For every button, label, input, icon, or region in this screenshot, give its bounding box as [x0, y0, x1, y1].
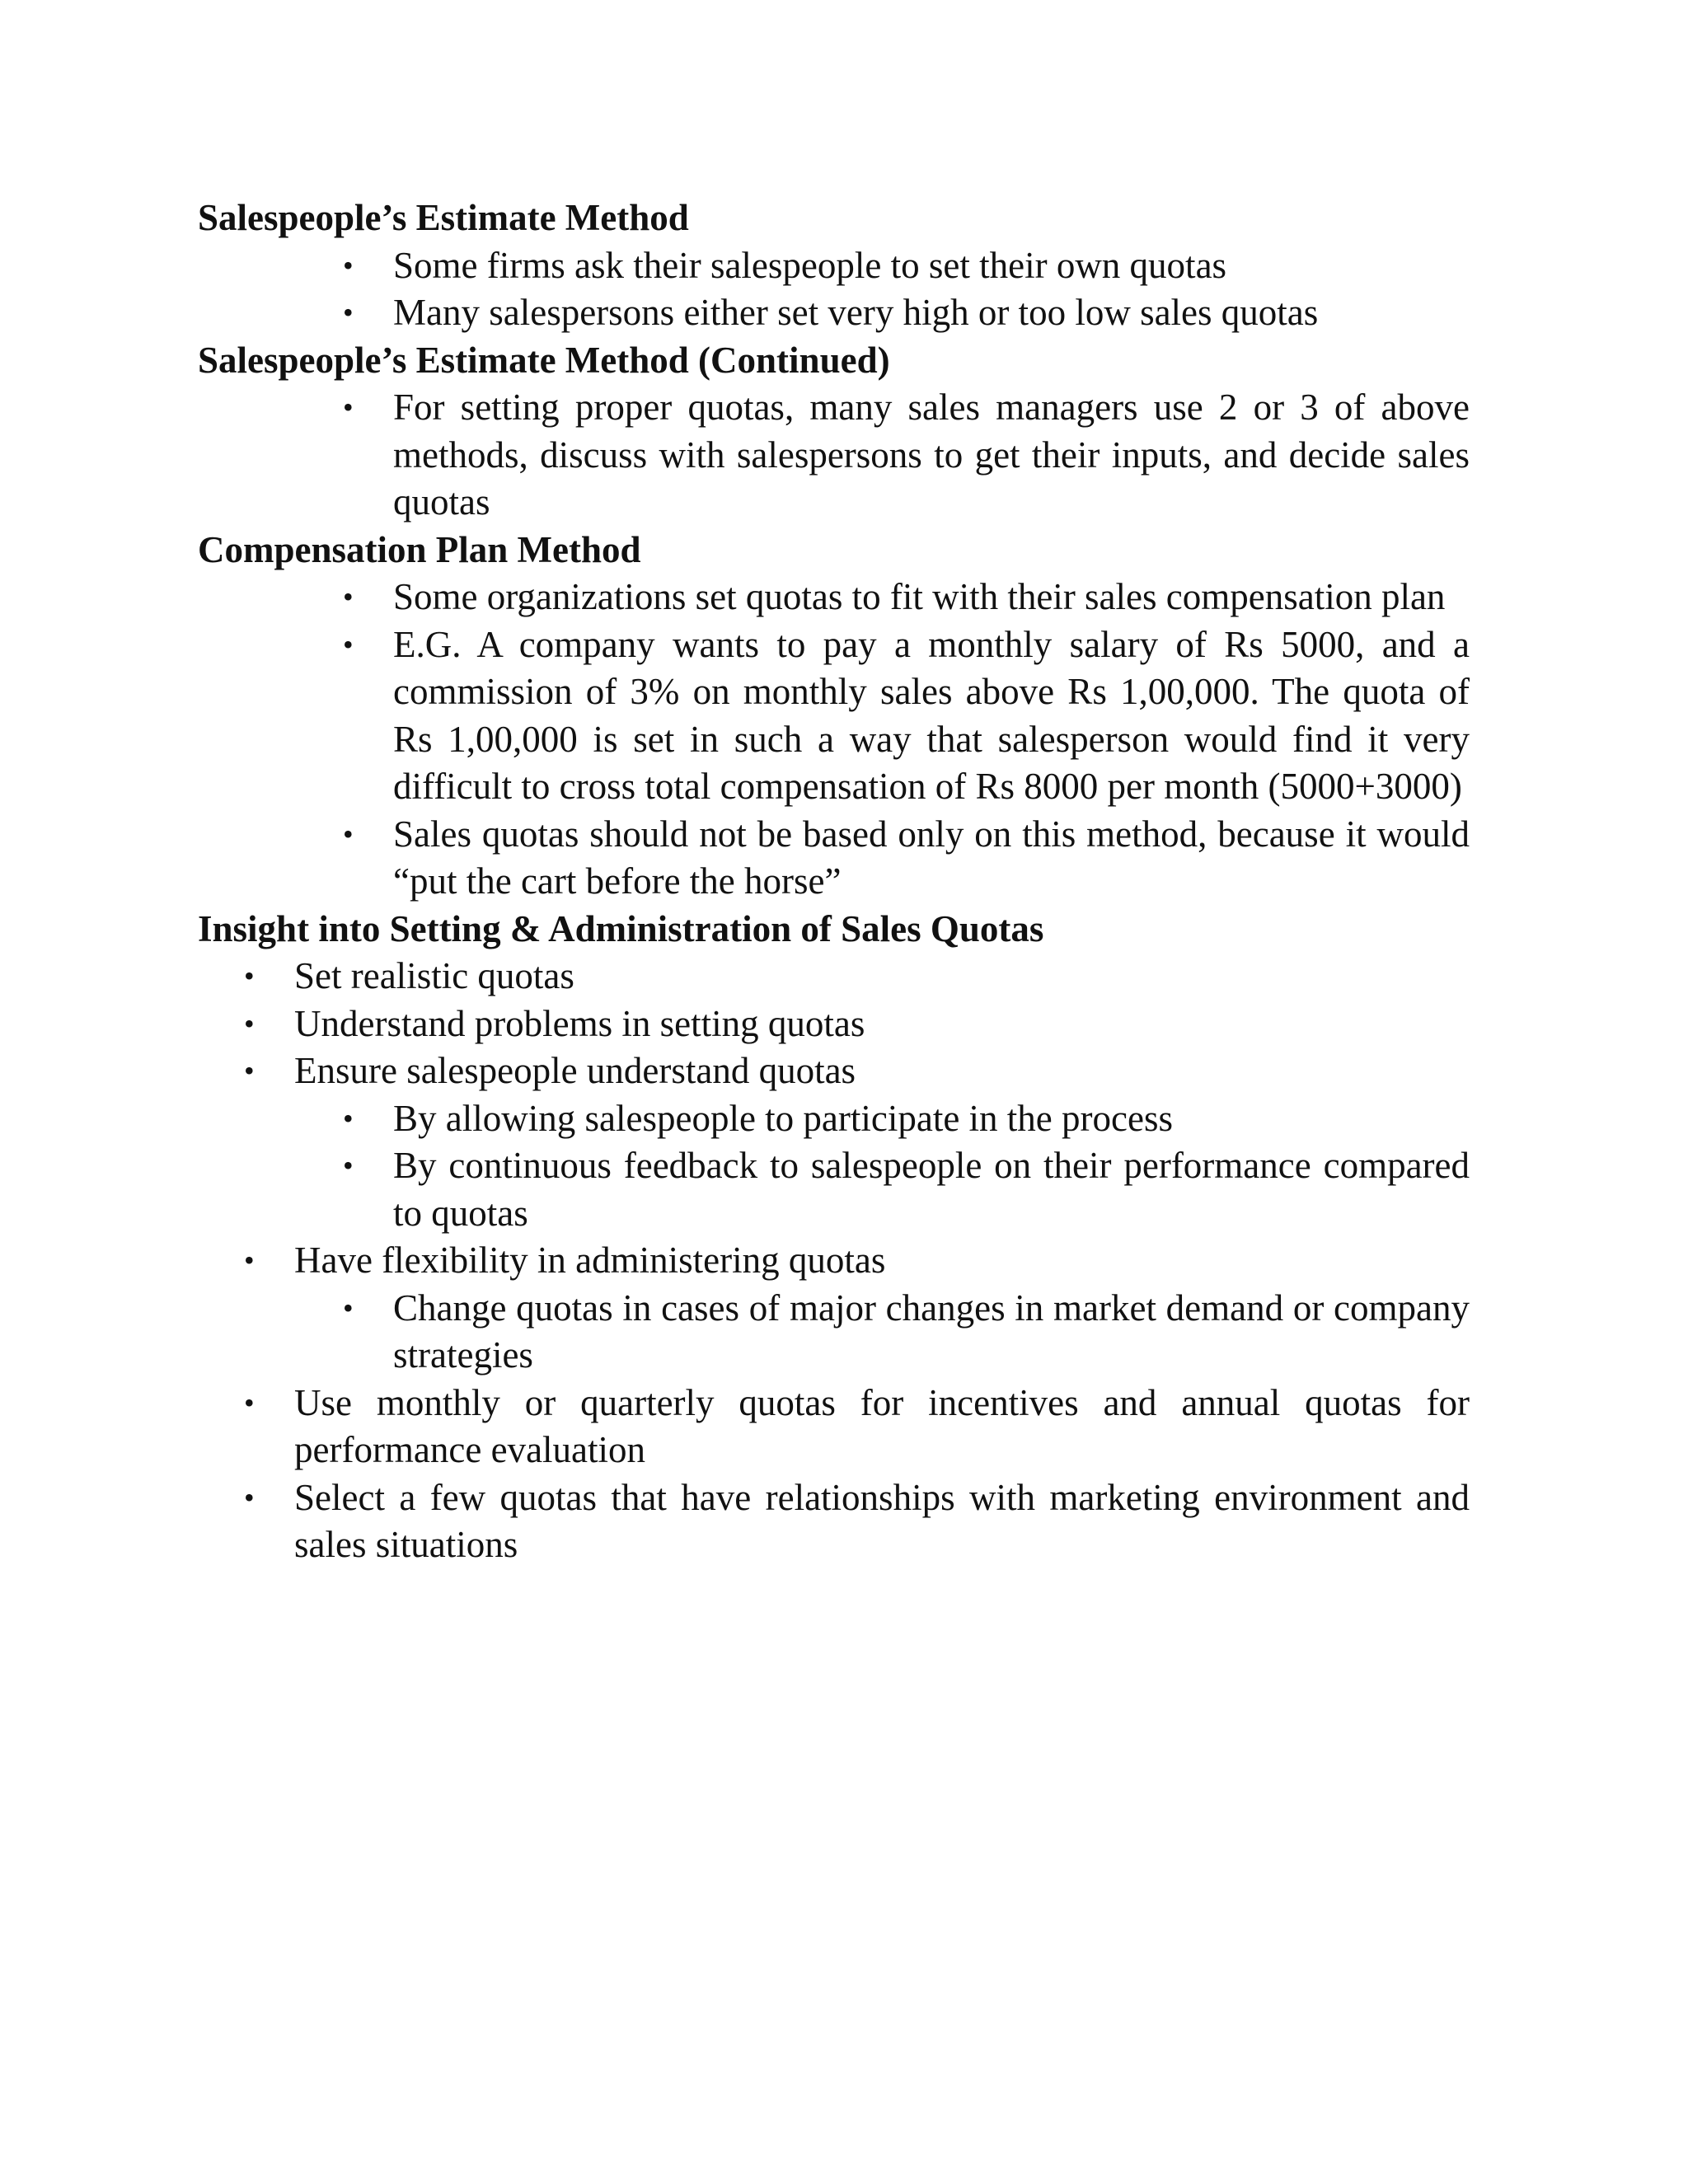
section-heading-compensation-plan: Compensation Plan Method — [198, 528, 641, 570]
list-item: • For setting proper quotas, many sales managers use 2 or 3 of above methods, discuss with salespersons to get their inputs, and decide sales quotas — [198, 384, 1470, 527]
bullet-list — [198, 574, 1470, 906]
list-item: • Set realistic quotas — [198, 953, 1470, 1001]
bullet-icon: • — [343, 627, 354, 661]
bullet-icon: • — [343, 391, 354, 424]
bullet-icon: • — [343, 1291, 354, 1324]
bullet-icon: • — [343, 1101, 354, 1135]
sub-bullet-list — [294, 1095, 1470, 1238]
bullet-icon: • — [343, 1149, 354, 1182]
bullet-icon: • — [343, 248, 354, 282]
list-item: • E.G. A company wants to pay a monthly salary of Rs 5000, and a commission of 3% on monthly sales above Rs 1,00,000. The quota of Rs 1,00,000 is set in such a way that salesperson would find it very difficult to cross total compensation of Rs 8000 per month (5000+3000) — [198, 621, 1470, 811]
bullet-list — [198, 384, 1470, 527]
sub-list-item: • Change quotas in cases of major changes in market demand or company strategies — [294, 1285, 1470, 1380]
bullet-icon: • — [244, 1385, 255, 1419]
bullet-icon: • — [244, 1480, 255, 1514]
list-item: • Have flexibility in administering quotas • Change quotas in cases of major changes in market demand or company strategies — [198, 1237, 1470, 1380]
list-item: • Some firms ask their salespeople to set their own quotas — [198, 242, 1470, 290]
bullet-icon: • — [244, 959, 255, 992]
list-item: • Many salespersons either set very high or too low sales quotas — [198, 289, 1470, 337]
bullet-icon: • — [244, 1054, 255, 1087]
bullet-icon: • — [343, 817, 354, 851]
sub-list-item: • By allowing salespeople to participate in the process — [294, 1095, 1470, 1143]
list-item: • Ensure salespeople understand quotas • By allowing salespeople to participate in the process • By continuous feedback to salespeople on their performance compared to quotas — [198, 1047, 1470, 1237]
list-item: • Understand problems in setting quotas — [198, 1001, 1470, 1048]
section-heading-salespeople-estimate-continued: Salespeople’s Estimate Method (Continued) — [198, 339, 890, 381]
document-page — [198, 194, 1470, 1569]
bullet-icon: • — [244, 1244, 255, 1277]
section-heading-insight-quotas: Insight into Setting & Administration of Sales Quotas — [198, 907, 1044, 949]
bullet-list — [198, 242, 1470, 337]
list-item: • Some organizations set quotas to fit with their sales compensation plan — [198, 574, 1470, 621]
bullet-icon: • — [244, 1006, 255, 1040]
list-item: • Use monthly or quarterly quotas for incentives and annual quotas for performance evaluation — [198, 1380, 1470, 1474]
list-item: • Sales quotas should not be based only on this method, because it would “put the cart before the horse” — [198, 811, 1470, 906]
sub-list-item: • By continuous feedback to salespeople on their performance compared to quotas — [294, 1142, 1470, 1237]
section-heading-salespeople-estimate: Salespeople’s Estimate Method — [198, 197, 689, 238]
bullet-icon: • — [343, 296, 354, 329]
sub-bullet-list — [294, 1285, 1470, 1380]
bullet-icon: • — [343, 580, 354, 613]
list-item: • Select a few quotas that have relationships with marketing environment and sales situations — [198, 1474, 1470, 1569]
bullet-list — [198, 953, 1470, 1569]
